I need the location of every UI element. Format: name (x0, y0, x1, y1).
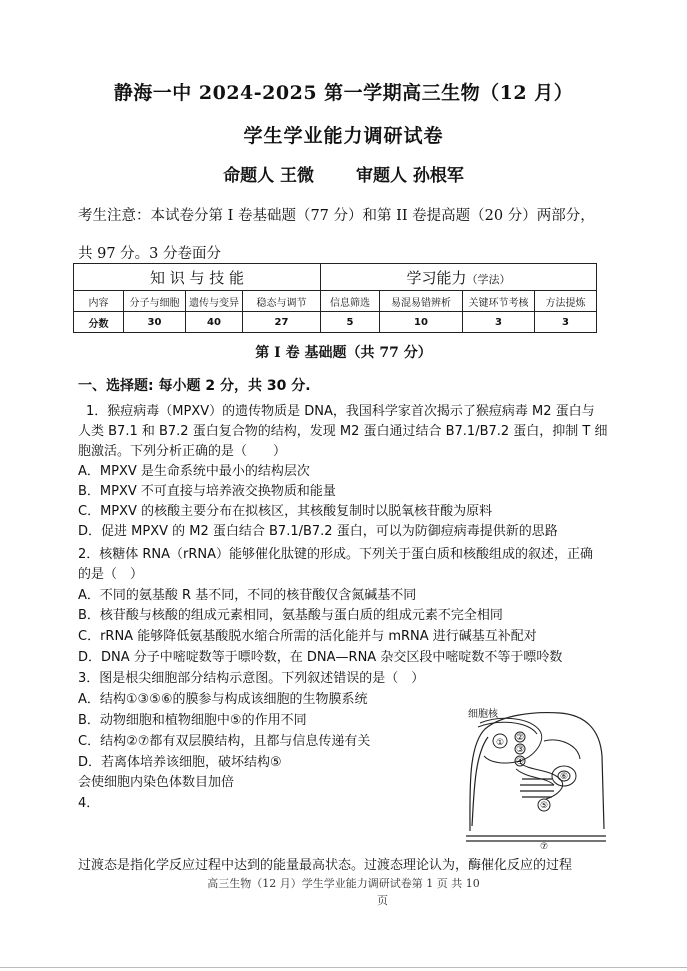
score-table (73, 263, 597, 333)
page-footer-cont: 页 (377, 894, 388, 907)
diagram-label-6: ⑥ (560, 772, 569, 782)
table-column-header: 稳态与调节 (243, 291, 321, 312)
q3-option-a: A．结构①③⑤⑥的膜参与构成该细胞的生物膜系统 (78, 692, 368, 707)
table-group-ability-note: （学法） (466, 272, 511, 286)
table-cell-score: 30 (124, 312, 186, 333)
nucleus-label: 细胞核 (468, 709, 498, 720)
table-group-ability-label: 学习能力 (406, 268, 467, 287)
q3-option-c: C．结构②⑦都有双层膜结构，且都与信息传递有关 (78, 734, 371, 749)
table-cell-score: 27 (243, 312, 321, 333)
diagram-label-5: ⑤ (540, 801, 549, 811)
exam-authors (0, 161, 687, 186)
q3-option-d: D．若离体培养该细胞，破坏结构⑤ (78, 755, 282, 770)
diagram-label-1: ① (496, 738, 505, 748)
notice-line-2: 共 97 分。3 分卷面分 (78, 246, 222, 262)
q3-stem: 3．图是根尖细胞部分结构示意图。下列叙述错误的是（ ） (78, 671, 425, 686)
diagram-labels (468, 707, 568, 851)
table-cell-score: 10 (380, 312, 463, 333)
table-row-label-score: 分数 (74, 312, 124, 333)
q1-option-c: C．MPXV 的核酸主要分布在拟核区，其核酸复制时以脱氧核苷酸为原料 (78, 504, 493, 519)
page-edge-divider (0, 967, 687, 968)
table-cell-score: 5 (321, 312, 380, 333)
table-column-header: 信息筛选 (321, 291, 380, 312)
q3-option-b: B．动物细胞和植物细胞中⑤的作用不同 (78, 713, 307, 728)
table-cell-score: 3 (463, 312, 535, 333)
diagram-label-4: ④ (516, 757, 525, 767)
table-row-label-content: 内容 (74, 291, 124, 312)
table-column-header: 遗传与变异 (186, 291, 243, 312)
table-column-header: 易混易错辨析 (380, 291, 463, 312)
nucleus-envelope (478, 718, 542, 763)
author-label: 命题人 王微 (223, 166, 314, 186)
section-title: 第 I 卷 基础题（共 77 分） (255, 345, 432, 361)
q1-option-d: D．促进 MPXV 的 M2 蛋白结合 B7.1/B7.2 蛋白，可以为防御痘病毒提供新的思路 (78, 524, 558, 539)
q1-stem-line-3: 胞激活。下列分析正确的是（ ） (78, 444, 287, 459)
cell-outline (466, 713, 606, 841)
notice-line-1: 考生注意：本试卷分第 I 卷基础题（77 分）和第 II 卷提高题（20 分）两部分， (78, 208, 595, 224)
part-heading: 一、选择题: 每小题 2 分，共 30 分. (78, 378, 311, 394)
table-group-knowledge: 知 识 与 技 能 (74, 264, 321, 291)
q2-option-c: C．rRNA 能够降低氨基酸脱水缩合所需的活化能并与 mRNA 进行碱基互补配对 (78, 629, 537, 644)
er-membranes (516, 740, 580, 799)
q4-number: 4． (78, 796, 100, 811)
q2-stem-line-1: 2．核糖体 RNA（rRNA）能够催化肽键的形成。下列关于蛋白质和核酸组成的叙述，正确 (78, 547, 594, 562)
q4-text: 过渡态是指化学反应过程中达到的能量最高状态。过渡态理论认为，酶催化反应的过程 (78, 858, 573, 873)
q2-option-a: A．不同的氨基酸 R 基不同，不同的核苷酸仅含氮碱基不同 (78, 588, 417, 603)
table-group-ability (321, 264, 597, 291)
q1-stem-line-2: 人类 B7.1 和 B7.2 蛋白复合物的结构，发现 M2 蛋白通过结合 B7.1/B7.2 蛋白，抑制 T 细 (78, 424, 608, 439)
q2-option-d: D．DNA 分子中嘧啶数等于嘌呤数，在 DNA—RNA 杂交区段中嘧啶数不等于嘌呤数 (78, 650, 563, 665)
q1-option-a: A．MPXV 是生命系统中最小的结构层次 (78, 464, 310, 479)
q2-option-b: B．核苷酸与核酸的组成元素相同，氨基酸与蛋白质的组成元素不完全相同 (78, 608, 503, 623)
root-cell-diagram (460, 701, 610, 851)
exam-subtitle: 学生学业能力调研试卷 (243, 125, 444, 147)
q3-option-d-cont: 会使细胞内染色体数目加倍 (78, 775, 235, 790)
table-column-header: 关键环节考核 (463, 291, 535, 312)
exam-title: 静海一中 2024-2025 第一学期高三生物（12 月） (113, 82, 574, 104)
table-cell-score: 3 (535, 312, 597, 333)
reviewer-label: 审题人 孙根军 (356, 166, 464, 186)
diagram-label-3: ③ (516, 745, 525, 755)
q1-stem-line-1: 1．猴痘病毒（MPXV）的遗传物质是 DNA，我国科学家首次揭示了猴痘病毒 M2 蛋白与 (86, 404, 595, 419)
table-cell-score: 40 (186, 312, 243, 333)
table-column-header: 方法提炼 (535, 291, 597, 312)
table-column-header: 分子与细胞 (124, 291, 186, 312)
q1-option-b: B．MPXV 不可直接与培养液交换物质和能量 (78, 484, 336, 499)
q2-stem-line-2: 的是（ ） (78, 567, 144, 582)
diagram-label-2: ② (516, 733, 525, 743)
page-footer: 高三生物（12 月）学生学业能力调研试卷第 1 页 共 10 (207, 877, 480, 890)
diagram-label-7: ⑦ (540, 842, 549, 851)
